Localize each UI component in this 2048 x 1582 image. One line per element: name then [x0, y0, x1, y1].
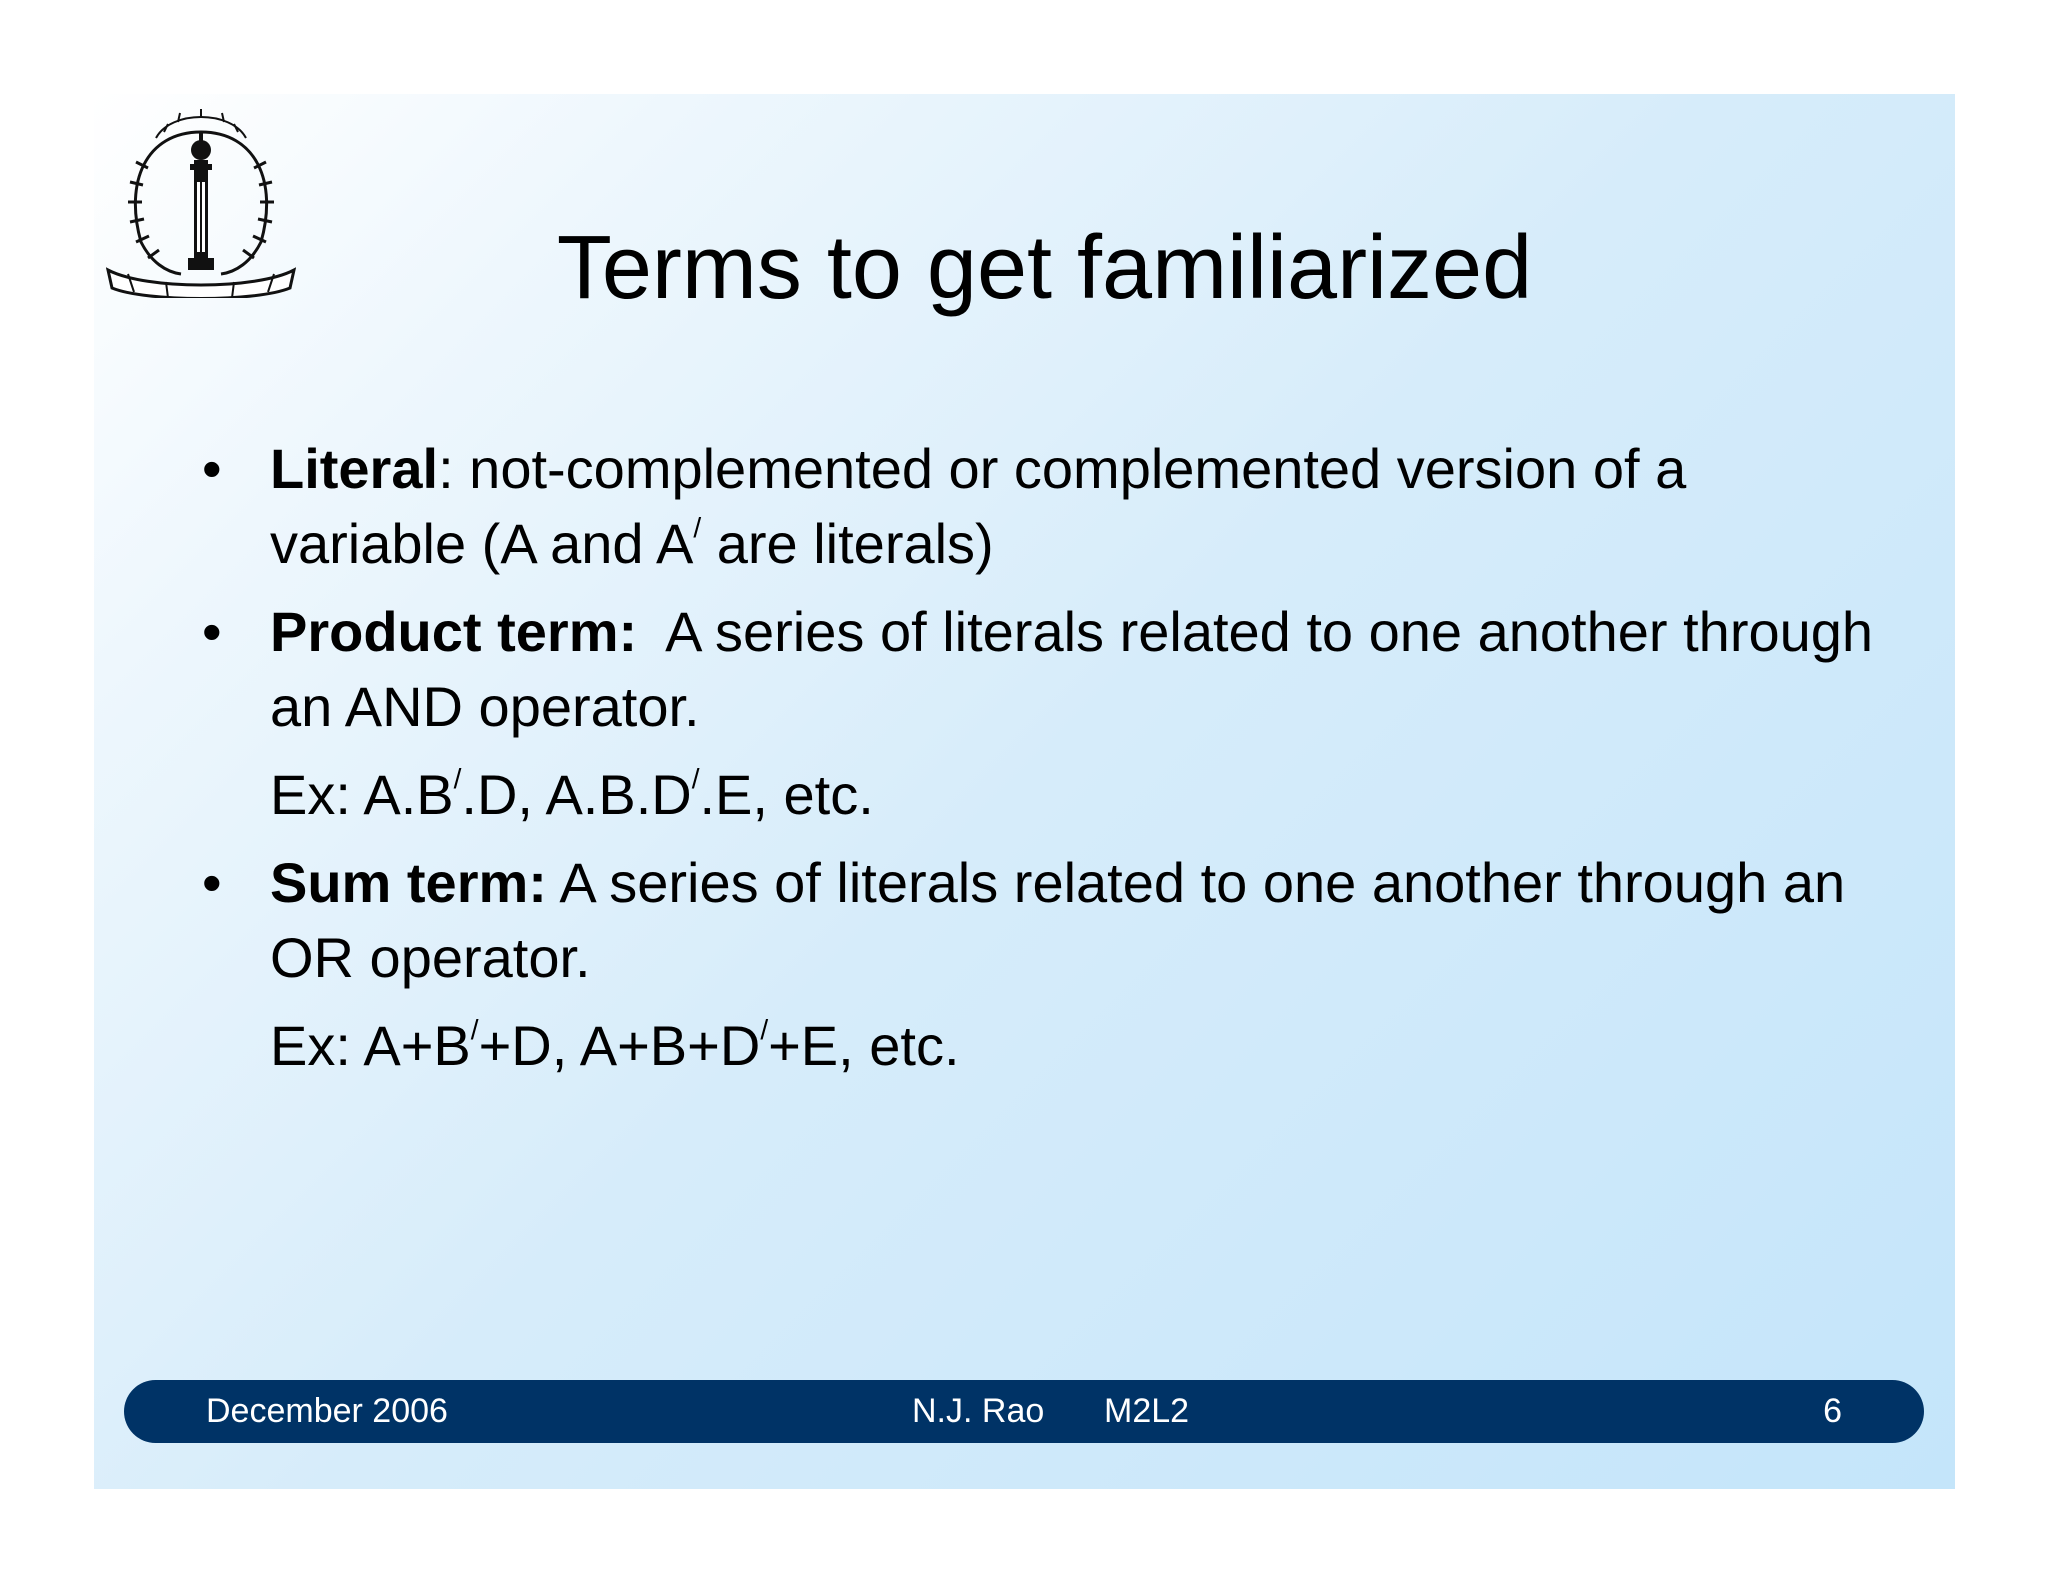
sum-example — [200, 1008, 1880, 1083]
product-ex-prime-1: / — [453, 763, 462, 794]
sum-ex-part-1: Ex: A+B — [270, 1014, 471, 1077]
footer-author: N.J. Rao — [912, 1392, 1045, 1430]
product-ex-part-2: .D, A.B.D — [461, 763, 692, 826]
footer-bar — [124, 1380, 1924, 1443]
product-ex-part-1: Ex: A.B — [270, 763, 454, 826]
slide — [94, 94, 1955, 1489]
sum-ex-part-2: +D, A+B+D — [478, 1014, 761, 1077]
bullet-dot-icon: • — [202, 437, 222, 500]
sum-ex-prime-1: / — [470, 1014, 479, 1045]
bullet-sum-term — [200, 845, 1880, 995]
footer-date: December 2006 — [206, 1392, 448, 1430]
product-ex-prime-2: / — [691, 763, 700, 794]
term-product: Product term: — [270, 600, 638, 663]
bullet-list — [200, 431, 1889, 1083]
bullet-dot-icon: • — [202, 851, 222, 914]
product-ex-part-3: .E, etc. — [699, 763, 874, 826]
bullet-literal — [200, 431, 1880, 581]
product-example — [200, 757, 1880, 832]
term-literal: Literal — [270, 437, 439, 500]
sum-ex-part-3: +E, etc. — [768, 1014, 960, 1077]
literal-prime: / — [693, 512, 702, 543]
bullet-dot-icon: • — [202, 600, 222, 663]
term-sum: Sum term: — [270, 851, 547, 914]
literal-text-a: : not-complemented or complemented version of a variable (A and A — [270, 437, 1687, 575]
literal-text-b: are literals) — [701, 512, 994, 575]
sum-text: A series of literals related to one another through an OR operator. — [270, 851, 1861, 989]
sum-ex-prime-2: / — [760, 1014, 769, 1045]
product-text: A series of literals related to one another through an AND operator. — [270, 600, 1889, 738]
footer-lecture-code: M2L2 — [1104, 1392, 1190, 1430]
footer-page-number: 6 — [1823, 1392, 1842, 1430]
slide-title: Terms to get familiarized — [556, 218, 1533, 318]
bullet-product-term — [200, 594, 1889, 744]
